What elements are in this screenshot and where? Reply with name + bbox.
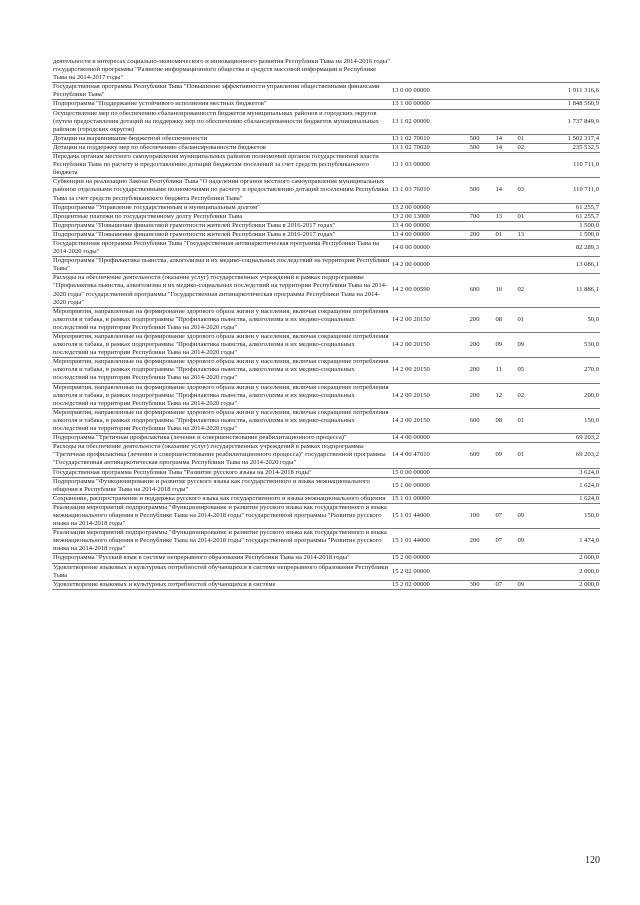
row-subsection [510,100,532,109]
table-row [52,109,600,134]
row-amount: 82 289,3 [532,239,600,256]
row-amount: 1 911 316,6 [532,83,600,100]
row-target-code: 15 1 01 44000 [391,529,461,554]
table-row [52,529,600,554]
table-row [52,408,600,433]
row-expense-type [461,468,487,477]
row-target-code: 15 2 02 00000 [391,580,461,589]
row-name: Мероприятия, направленные на формирование здорового образа жизни у населения, включая сокращение потребления алкоголя и табака, в рамках подпрограммы "Профилактика пьянства, алкоголизма и их медико-социальных последствий на территории Республики Тыва на 2014-2020 годы" [52,383,391,408]
table-row [52,134,600,143]
row-name: Подпрограмма "Функционирование и развитие русского языка как государственного и языка межнационального общения в Республике Тыва на 2014-2018 годы" [52,477,391,494]
row-target-code: 14 4 00 00000 [391,434,461,443]
row-name: Подпрограмма "Повышение финансовой грамотности жителей Республики Тыва в 2016-2017 годах" [52,221,391,230]
row-section [488,434,510,443]
row-subsection [510,153,532,178]
row-section: 07 [488,580,510,589]
table-row [52,503,600,528]
row-target-code: 13 1 03 00000 [391,153,461,178]
row-expense-type [461,239,487,256]
row-subsection: 01 [510,307,532,332]
row-subsection [510,563,532,580]
row-subsection: 02 [510,274,532,307]
row-section: 08 [488,307,510,332]
row-amount: 1 624,0 [532,494,600,503]
row-subsection [510,58,532,83]
row-target-code: 13 2 00 13000 [391,212,461,221]
row-section: 07 [488,529,510,554]
row-subsection [510,434,532,443]
row-section [488,221,510,230]
row-subsection [510,554,532,563]
row-amount: 270,0 [532,358,600,383]
row-expense-type: 200 [461,307,487,332]
row-expense-type: 200 [461,383,487,408]
row-subsection: 09 [510,503,532,528]
row-section: 13 [488,212,510,221]
row-name: Подпрограмма "Третичная профилактика (лечение и совершенствование реабилитационного процесса)" [52,434,391,443]
row-name: Передача органам местного самоуправления муниципальных районов полномочий органов государственной власти Республики Тыва по расчету и предоставлению дотаций бюджетам поселений за счет средств республиканского бюджета [52,153,391,178]
row-amount: 61 255,7 [532,203,600,212]
row-target-code: 15 2 02 00000 [391,563,461,580]
row-subsection: 13 [510,230,532,239]
table-row [52,580,600,589]
row-subsection: 09 [510,580,532,589]
row-expense-type: 500 [461,178,487,203]
row-amount: 3 624,0 [532,468,600,477]
row-name: Дотации на выравнивание бюджетной обеспеченности [52,134,391,143]
row-target-code: 13 4 00 00000 [391,230,461,239]
row-expense-type: 200 [461,358,487,383]
row-amount: 110 711,0 [532,178,600,203]
row-amount: 13 086,1 [532,257,600,274]
row-subsection: 03 [510,178,532,203]
table-row [52,58,600,83]
row-section: 09 [488,333,510,358]
row-name: Мероприятия, направленные на формирование здорового образа жизни у населения, включая сокращение потребления алкоголя и табака, в рамках подпрограммы "Профилактика пьянства, алкоголизма и их медико-социальных последствий на территории Республики Тыва на 2014-2020 годы" [52,307,391,332]
row-section [488,563,510,580]
row-section: 14 [488,178,510,203]
table-row [52,358,600,383]
row-amount: 530,0 [532,333,600,358]
row-section [488,554,510,563]
row-subsection [510,477,532,494]
row-amount: 1 624,0 [532,477,600,494]
row-expense-type: 200 [461,529,487,554]
table-row [52,563,600,580]
row-expense-type [461,257,487,274]
table-row [52,333,600,358]
row-section: 09 [488,443,510,468]
table-row [52,468,600,477]
table-row [52,203,600,212]
row-amount: 69 203,2 [532,443,600,468]
row-target-code: 15 1 01 00000 [391,494,461,503]
row-subsection [510,239,532,256]
table-row [52,230,600,239]
row-expense-type: 200 [461,230,487,239]
row-target-code: 13 1 02 00000 [391,109,461,134]
row-amount: 1 500,0 [532,221,600,230]
row-subsection [510,257,532,274]
row-name: Государственная программа Республики Тыва "Повышение эффективности управления общественными финансами Республики Тыва" [52,83,391,100]
row-subsection [510,203,532,212]
table-row [52,153,600,178]
row-expense-type: 300 [461,580,487,589]
row-name: Дотации на поддержку мер по обеспечению сбалансированности бюджетов [52,143,391,152]
row-name: Удовлетворение языковых и культурных потребностей обучающихся в системе [52,580,391,589]
row-name: Субвенции на реализацию Закона Республики Тыва "О наделении органов местного самоуправления муниципальных районов отдельными государственными полномочиями по расчету и предоставлению дотаций поселениям Республики Тыва за счет средств республиканского бюджета Республики Тыва" [52,178,391,203]
table-row [52,143,600,152]
row-target-code: 13 1 03 76010 [391,178,461,203]
row-amount: 1 502 317,4 [532,134,600,143]
row-subsection [510,109,532,134]
row-target-code: 14 0 00 00000 [391,239,461,256]
row-section: 12 [488,383,510,408]
row-target-code: 13 1 02 70020 [391,143,461,152]
table-row [52,100,600,109]
row-name: деятельности в интересах социально-экономического и инновационного развития Республики Тыва на 2014-2016 годы" государственной программы "Развитие информационного общества и средств массовой информации в Республике Тыва на 2014-2017 годы" [53,58,390,82]
row-target-code: 14 2 00 20150 [391,408,461,433]
row-target-code [391,58,461,83]
row-section [488,100,510,109]
table-row [52,239,600,256]
row-expense-type [461,203,487,212]
row-expense-type [461,221,487,230]
row-name: Расходы на обеспечение деятельности (оказание услуг) государственных учреждений в рамках подпрограммы "Профилактика пьянства, алкоголизма и их медико-социальных последствий на территории Республики Тыва на 2014-2020 годы" государственной программы "Государственная антинаркотическая программа Республики Тыва на 2014-2020 годы" [52,274,391,307]
row-section: 08 [488,408,510,433]
row-subsection [510,494,532,503]
row-subsection: 01 [510,212,532,221]
row-name: Расходы на обеспечение деятельности (оказание услуг) государственных учреждений в рамках подпрограммы "Третичная профилактика (лечение и совершенствование реабилитационного процесса)" государственной программы "Государственная антинаркотическая программа Республики Тыва на 2014-2020 годы" [52,443,391,468]
row-section: 11 [488,358,510,383]
row-section [488,83,510,100]
row-amount: 61 255,7 [532,212,600,221]
row-name: Государственная программа Республики Тыва "Государственная антинаркотическая программа Республики Тыва на 2014-2020 годы" [52,239,391,256]
row-amount: 69 203,2 [532,434,600,443]
row-expense-type [461,58,487,83]
row-subsection [510,83,532,100]
table-row [52,212,600,221]
row-target-code: 13 0 00 00000 [391,83,461,100]
row-amount: 235 532,5 [532,143,600,152]
row-target-code: 13 1 00 00000 [391,100,461,109]
row-subsection: 01 [510,408,532,433]
row-expense-type [461,477,487,494]
row-amount: 110 711,0 [532,153,600,178]
row-name: Осуществление мер по обеспечению сбалансированности бюджетов муниципальных районов и городских округов (путем предоставления дотаций на поддержку мер по обеспечению сбалансированности бюджетов муниципальных районов (городских округов) [52,109,391,134]
row-expense-type [461,434,487,443]
row-target-code: 13 1 02 70010 [391,134,461,143]
row-name: Реализация мероприятий подпрограммы "Функционирование и развитие русского языка как государственного и языка межнационального общения в Республике Тыва на 2014-2018 годы" государственной программы "Развитие русского языка на 2014-2018 годы" [52,529,391,554]
row-name: Мероприятия, направленные на формирование здорового образа жизни у населения, включая сокращение потребления алкоголя и табака, в рамках подпрограммы "Профилактика пьянства, алкоголизма и их медико-социальных последствий на территории Республики Тыва на 2014-2020 годы" [52,333,391,358]
row-section: 14 [488,143,510,152]
row-section [488,203,510,212]
row-expense-type [461,554,487,563]
row-expense-type: 700 [461,212,487,221]
row-target-code: 14 2 00 20150 [391,383,461,408]
row-expense-type [461,563,487,580]
row-name: Государственная программа Республики Тыва "Развитие русского языка на 2014-2018 годы" [52,468,391,477]
row-expense-type: 600 [461,408,487,433]
table-row [52,274,600,307]
table-row [52,554,600,563]
row-amount: 2 000,0 [532,554,600,563]
row-subsection: 02 [510,383,532,408]
row-target-code: 14 2 00 00590 [391,274,461,307]
page-number: 120 [585,855,600,866]
row-amount: 50,0 [532,307,600,332]
table-row [52,494,600,503]
row-name: Процентные платежи по государственному долгу Республики Тыва [52,212,391,221]
row-target-code: 15 1 01 44000 [391,503,461,528]
row-amount: 11 886,1 [532,274,600,307]
row-amount: 2 000,0 [532,580,600,589]
row-amount: 200,0 [532,383,600,408]
row-expense-type: 600 [461,274,487,307]
table-row [52,221,600,230]
row-target-code: 14 2 00 20150 [391,333,461,358]
row-amount: 1 737 849,9 [532,109,600,134]
row-section: 07 [488,503,510,528]
row-amount: 150,0 [532,503,600,528]
row-subsection: 09 [510,333,532,358]
row-name: Мероприятия, направленные на формирование здорового образа жизни у населения, включая сокращение потребления алкоголя и табака, в рамках подпрограммы "Профилактика пьянства, алкоголизма и их медико-социальных последствий на территории Республики Тыва на 2014-2020 годы" [52,358,391,383]
row-amount: 150,0 [532,408,600,433]
row-section: 10 [488,274,510,307]
row-section [488,239,510,256]
row-section: 01 [488,230,510,239]
row-target-code: 14 2 00 20150 [391,358,461,383]
row-expense-type: 200 [461,333,487,358]
row-expense-type: 100 [461,503,487,528]
row-expense-type: 500 [461,143,487,152]
row-subsection [510,221,532,230]
row-expense-type [461,494,487,503]
row-name: Сохранение, распространение и поддержка русского языка как государственного и языка межнационального общения [52,494,391,503]
row-expense-type [461,83,487,100]
row-subsection: 01 [510,443,532,468]
row-expense-type: 600 [461,443,487,468]
row-name: Подпрограмма "Русский язык в системе непрерывного образования Республики Тыва на 2014-2018 годы" [52,554,391,563]
row-name: Подпрограмма "Повышение финансовой грамотности жителей Республики Тыва в 2016-2017 годах" [52,230,391,239]
row-section [488,477,510,494]
budget-table [52,58,600,590]
row-section [488,109,510,134]
row-amount [532,58,600,83]
row-expense-type [461,100,487,109]
budget-table-body [52,58,600,589]
row-section [488,257,510,274]
row-target-code: 13 2 00 00000 [391,203,461,212]
row-name: Мероприятия, направленные на формирование здорового образа жизни у населения, включая сокращение потребления алкоголя и табака, в рамках подпрограммы "Профилактика пьянства, алкоголизма и их медико-социальных последствий на территории Республики Тыва на 2014-2020 годы" [52,408,391,433]
table-row [52,178,600,203]
row-name: Реализация мероприятий подпрограммы "Функционирование и развитие русского языка как государственного и языка межнационального общения в Республике Тыва на 2014-2018 годы" государственной программы "Развитие русского языка на 2014-2018 годы" [52,503,391,528]
table-row [52,307,600,332]
row-expense-type: 500 [461,134,487,143]
row-section [488,58,510,83]
row-subsection: 01 [510,134,532,143]
row-subsection [510,468,532,477]
row-subsection: 09 [510,529,532,554]
row-name: Подпрограмма "Профилактика пьянства, алкоголизма и их медико-социальных последствий на территории Республики Тыва" [53,257,390,273]
row-target-code: 13 4 00 00000 [391,221,461,230]
table-row [52,257,600,274]
row-subsection: 05 [510,358,532,383]
row-amount: 2 000,0 [532,563,600,580]
row-amount: 1 500,0 [532,230,600,239]
row-target-code: 15 1 00 00000 [391,477,461,494]
row-amount: 1 848 560,9 [532,100,600,109]
table-row [52,477,600,494]
row-section [488,153,510,178]
row-name: Удовлетворение языковых и культурных потребностей обучающихся в системе непрерывного образования Республики Тыва [52,563,391,580]
row-section: 14 [488,134,510,143]
row-amount: 1 474,0 [532,529,600,554]
table-row [52,434,600,443]
row-target-code: 14 2 00 20150 [391,307,461,332]
row-target-code: 14 4 00 47010 [391,443,461,468]
row-target-code: 14 2 00 00000 [391,257,461,274]
row-name: Подпрограмма "Управление государственным и муниципальным долгом" [52,203,391,212]
table-row [52,383,600,408]
table-row [52,83,600,100]
row-section [488,468,510,477]
row-target-code: 15 2 00 00000 [391,554,461,563]
row-section [488,494,510,503]
row-expense-type [461,109,487,134]
row-name: Подпрограмма "Поддержание устойчивого исполнения местных бюджетов" [52,100,391,109]
table-row [52,443,600,468]
row-subsection: 02 [510,143,532,152]
row-target-code: 15 0 00 00000 [391,468,461,477]
row-expense-type [461,153,487,178]
